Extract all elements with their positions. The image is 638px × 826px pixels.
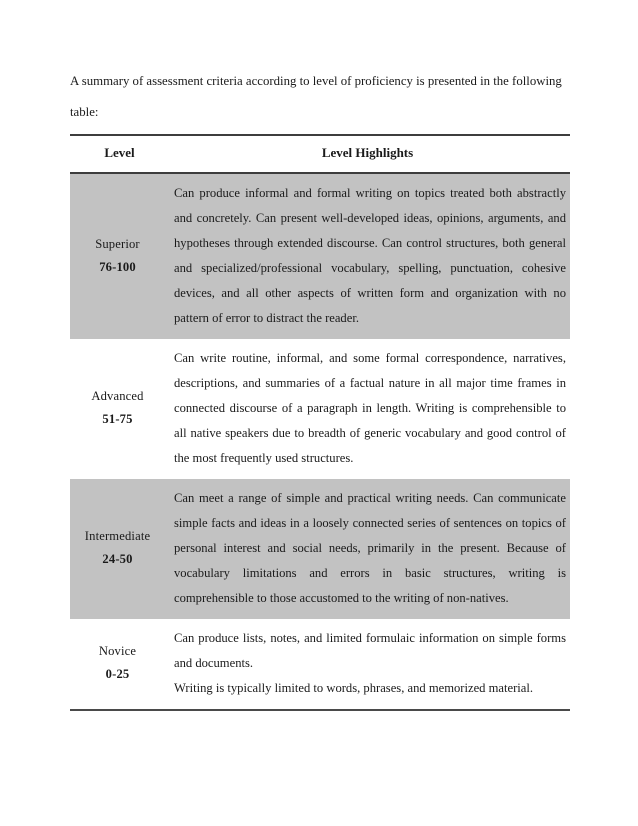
level-highlights-cell [165, 339, 570, 479]
level-name: Advanced [91, 389, 144, 403]
level-score-range: 76-100 [99, 259, 136, 274]
level-cell [70, 479, 165, 619]
level-highlights-paragraph: Writing is typically limited to words, phrases, and memorized material. [174, 681, 534, 695]
level-highlights-cell [165, 173, 570, 339]
intro-paragraph [70, 66, 570, 128]
level-score-range: 51-75 [102, 412, 133, 426]
level-cell [70, 619, 165, 710]
level-highlights-paragraph: Can produce lists, notes, and limited formulaic information on simple forms and documents. [174, 631, 566, 670]
level-name: Novice [98, 644, 137, 658]
table-row [70, 339, 570, 479]
level-highlights-paragraph: Can meet a range of simple and practical writing needs. Can communicate simple facts and ideas in a loosely connected series of sentences on topics of personal interest and social needs, primarily in the present. Because of vocabulary limitations and errors in basic structures, writing is comprehensible to those accustomed to the writing of non-natives. [174, 491, 566, 605]
level-highlights-cell [165, 479, 570, 619]
level-score-range: 0-25 [105, 667, 130, 681]
assessment-criteria-table [70, 134, 570, 711]
level-highlights-paragraph: Can write routine, informal, and some formal correspondence, narratives, descriptions, and summaries of a factual nature in all major time frames in connected discourse of a paragraph in length. Writing is comprehensible to all native speakers due to breadth of generic vocabulary and good control of the most frequently used structures. [174, 351, 566, 465]
level-name: Intermediate [84, 529, 151, 543]
column-header-level-highlights: Level Highlights [165, 135, 570, 173]
intro-paragraph-tail: table: [70, 105, 99, 119]
table-header [70, 135, 570, 173]
column-header-level: Level [70, 135, 165, 173]
table-row [70, 173, 570, 339]
table-row [70, 619, 570, 710]
table-body [70, 173, 570, 710]
level-cell [70, 173, 165, 339]
level-highlights-paragraph: Can produce informal and formal writing on topics treated both abstractly and concretely. Can present well-developed ideas, opinions, arguments, and hypotheses through extended discourse. Can control structures, both general and specialized/professional vocabulary, spelling, punctuation, cohesive devices, and all other aspects of written form and organization with no pattern of error to distract the reader. [174, 186, 566, 325]
level-name: Superior [95, 236, 140, 251]
table-header-row [70, 135, 570, 173]
level-highlights-cell [165, 619, 570, 710]
level-score-range: 24-50 [102, 552, 133, 566]
level-cell [70, 339, 165, 479]
page-content [70, 66, 570, 711]
table-row [70, 479, 570, 619]
intro-paragraph-text: A summary of assessment criteria according to level of proficiency is presented in the following [70, 74, 562, 88]
